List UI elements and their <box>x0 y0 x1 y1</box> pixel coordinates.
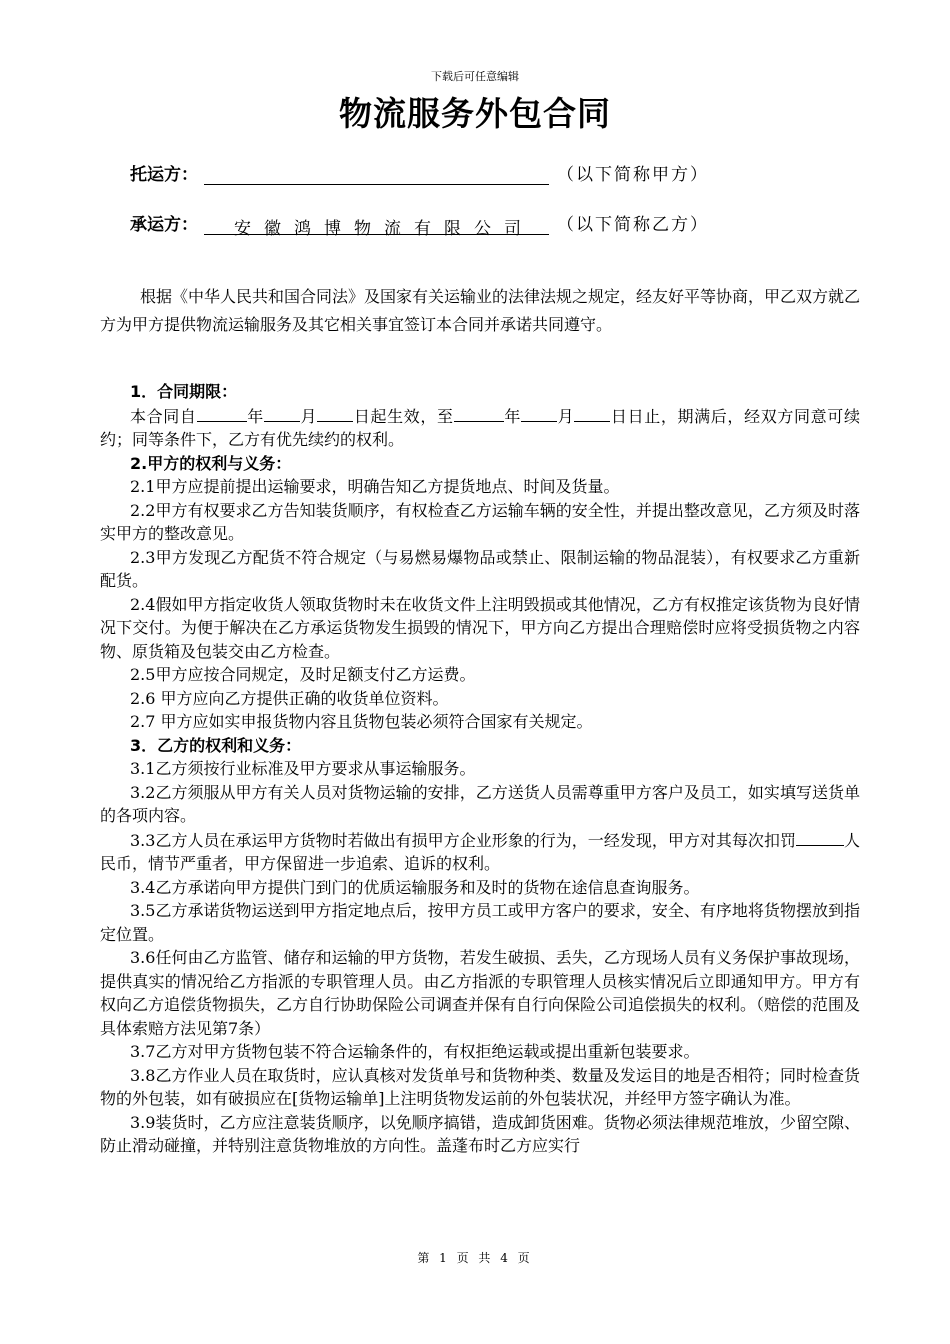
shipper-field <box>204 164 549 185</box>
document-title: 物流服务外包合同 <box>339 94 611 133</box>
month-blank <box>264 404 300 422</box>
year-blank <box>197 404 247 422</box>
shipper-value <box>204 164 234 184</box>
clause-2-4: 2.4假如甲方指定收货人领取货物时未在收货文件上注明毁损或其他情况，乙方有权推定该货物为良好情况下交付。为便于解决在乙方承运货物发生损毁的情况下，甲方向乙方提出合理赔偿时应将受损货物之内容物、原货箱及包装交由乙方检查。 <box>100 594 860 661</box>
carrier-line <box>130 210 709 239</box>
text-span: 日起生效，至 <box>353 406 454 426</box>
clause-3-2: 3.2乙方须服从甲方有关人员对货物运输的安排，乙方送货人员需尊重甲方客户及员工，如实填写送货单的各项内容。 <box>100 782 860 825</box>
penalty-blank <box>796 828 844 846</box>
section-2-heading: 2.甲方的权利与义务： <box>130 453 292 473</box>
clause-3-3 <box>100 828 860 876</box>
shipper-suffix: （以下简称甲方） <box>557 165 709 185</box>
carrier-suffix: （以下简称乙方） <box>557 215 709 235</box>
carrier-label: 承运方： <box>130 215 198 235</box>
clause-2-7: 2.7 甲方应如实申报货物内容且货物包装必须符合国家有关规定。 <box>130 712 593 731</box>
intro-paragraph: 根据《中华人民共和国合同法》及国家有关运输业的法律法规之规定，经友好平等协商，甲乙双方就乙方为甲方提供物流运输服务及其它相关事宜签订本合同并承诺共同遵守。 <box>100 287 861 334</box>
text-span: 3.3乙方人员在承运甲方货物时若做出有损甲方企业形象的行为，一经发现，甲方对其每次扣罚 <box>130 830 796 850</box>
clause-3-4: 3.4乙方承诺向甲方提供门到门的优质运输服务和及时的货物在途信息查询服务。 <box>130 877 700 897</box>
day-blank <box>574 404 610 422</box>
clause-2-5: 2.5甲方应按合同规定，及时足额支付乙方运费。 <box>130 665 476 684</box>
clause-2-6: 2.6 甲方应向乙方提供正确的收货单位资料。 <box>130 688 449 708</box>
clause-3-6: 3.6任何由乙方监管、储存和运输的甲方货物，若发生破损、丢失，乙方现场人员有义务保护事故现场，提供真实的情况给乙方指派的专职管理人员。由乙方指派的专职管理人员核实情况后立即通知甲方。甲方有权向乙方追偿货物损失，乙方自行协助保险公司调查并保有自行向保险公司追偿损失的权利。（赔偿的范围及具体索赔方法见第7条） <box>100 948 861 1038</box>
shipper-line <box>130 160 709 184</box>
clause-2-2: 2.2甲方有权要求乙方告知装货顺序，有权检查乙方运输车辆的安全性，并提出整改意见，乙方须及时落实甲方的整改意见。 <box>100 500 860 543</box>
clause-2-1: 2.1甲方应提前提出运输要求，明确告知乙方提货地点、时间及货量。 <box>130 477 620 496</box>
intro-section <box>100 283 860 339</box>
clause-2-3: 2.3甲方发现乙方配货不符合规定（与易燃易爆物品或禁止、限制运输的物品混装），有权要求乙方重新配货。 <box>100 547 860 590</box>
section-1-heading: 1．合同期限： <box>130 382 238 401</box>
clause-3-7: 3.7乙方对甲方货物包装不符合运输条件的，有权拒绝运载或提出重新包装要求。 <box>130 1042 700 1061</box>
text-span: 日日止，期满后，经双方同意可续约；同等条件下，乙方有优先续约的权利。 <box>100 406 860 449</box>
text-span: 月 <box>556 406 575 426</box>
carrier-value: 安徽鸿博物流有限公司 <box>234 219 534 239</box>
contract-body <box>100 380 860 1158</box>
carrier-field <box>204 214 549 239</box>
text-span: 年 <box>503 406 521 426</box>
month-blank <box>521 404 557 422</box>
clause-3-5: 3.5乙方承诺货物运送到甲方指定地点后，按甲方员工或甲方客户的要求，安全、有序地将货物摆放到指定位置。 <box>100 901 860 944</box>
clause-3-8: 3.8乙方作业人员在取货时，应认真核对发货单号和货物种类、数量及发运目的地是否相符；同时检查货物的外包装，如有破损应在[货物运输单]上注明货物发运前的外包装状况，并经甲方签字确认为准。 <box>100 1065 860 1108</box>
clause-3-9: 3.9装货时，乙方应注意装货顺序，以免顺序搞错，造成卸货困难。货物必须法律规范堆放，少留空隙、防止滑动碰撞，并特别注意货物堆放的方向性。盖蓬布时乙方应实行 <box>100 1112 860 1155</box>
shipper-label: 托运方： <box>130 165 198 185</box>
section-3-heading: 3．乙方的权利和义务： <box>130 735 302 755</box>
text-span: 年 <box>246 406 264 426</box>
clause-3-1: 3.1乙方须按行业标准及甲方要求从事运输服务。 <box>130 759 476 778</box>
section-1-paragraph <box>100 404 860 452</box>
year-blank <box>454 404 504 422</box>
page-footer: 第 1 页 共 4 页 <box>417 1251 533 1265</box>
text-span: 本合同自 <box>130 406 197 426</box>
text-span: 人民币，情节严重者，甲方保留进一步追索、追诉的权利。 <box>100 830 860 873</box>
day-blank <box>317 404 353 422</box>
text-span: 月 <box>299 406 318 426</box>
header-note: 下载后可任意编辑 <box>431 70 519 83</box>
